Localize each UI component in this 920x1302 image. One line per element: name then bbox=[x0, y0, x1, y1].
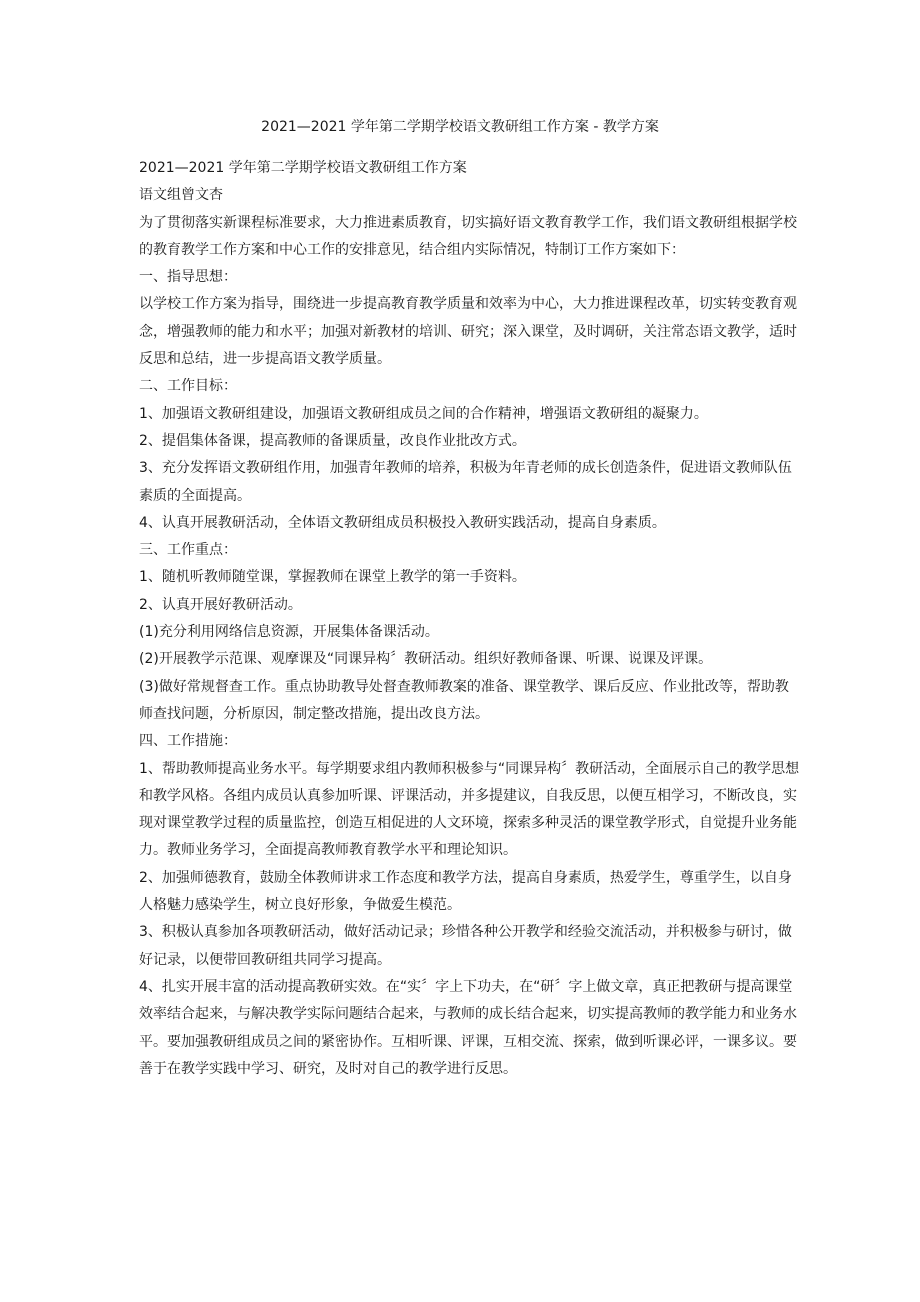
author-line: 语文组曾文杏 bbox=[139, 187, 223, 204]
measure-item: 1、帮助教师提高业务水平。每学期要求组内教师积极参与“同课异构〞教研活动，全面展示自己的教学思想和教学风格。各组内成员认真参加听课、评课活动，并多提建议，自我反思，以便互相学习，不断改良，实现对课堂教学过程的质量监控，创造互相促进的人文环境，探索多种灵活的课堂教学形式，自觉提升业务能力。教师业务学习，全面提高教师教育教学水平和理论知识。 bbox=[139, 760, 800, 859]
measure-item: 4、扎实开展丰富的活动提高教研实效。在“实〞字上下功夫，在“研〞字上做文章，真正把教研与提高课堂效率结合起来，与解决教学实际问题结合起来，与教师的成长结合起来，切实提高教师的教学能力和业务水平。要加强教研组成员之间的紧密协作。互相听课、评课，互相交流、探索，做到听课必评，一课多议。要善于在教学实践中学习、研究，及时对自己的教学进行反思。 bbox=[139, 978, 797, 1077]
section-heading-guiding-thought: 一、指导思想： bbox=[139, 269, 237, 286]
focus-subitem: (2)开展教学示范课、观摩课及“同课异构〞教研活动。组织好教师备课、听课、说课及评课。 bbox=[139, 651, 713, 668]
section-heading-work-focus: 三、工作重点： bbox=[139, 542, 237, 559]
plan-title: 2021—2021 学年第二学期学校语文教研组工作方案 bbox=[139, 160, 467, 176]
document-title: 2021—2021 学年第二学期学校语文教研组工作方案 - 教学方案 bbox=[261, 119, 659, 135]
document-body bbox=[139, 155, 801, 1083]
section-heading-work-goals: 二、工作目标： bbox=[139, 378, 237, 395]
goal-item: 2、提倡集体备课，提高教师的备课质量，改良作业批改方式。 bbox=[139, 432, 526, 449]
goal-item: 4、认真开展教研活动，全体语文教研组成员积极投入教研实践活动，提高自身素质。 bbox=[139, 514, 666, 531]
focus-subitem: (1)充分利用网络信息资源，开展集体备课活动。 bbox=[139, 624, 439, 641]
measure-item: 3、积极认真参加各项教研活动，做好活动记录；珍惜各种公开教学和经验交流活动，并积极参与研讨，做好记录，以便带回教研组共同学习提高。 bbox=[139, 924, 792, 968]
measure-item: 2、加强师德教育，鼓励全体教师讲求工作态度和教学方法，提高自身素质，热爱学生，尊重学生，以自身人格魅力感染学生，树立良好形象，争做爱生模范。 bbox=[139, 869, 792, 914]
focus-item: 1、随机听教师随堂课，掌握教师在课堂上教学的第一手资料。 bbox=[139, 569, 526, 586]
goal-item: 3、充分发挥语文教研组作用，加强青年教师的培养，积极为年青老师的成长创造条件，促进语文教师队伍素质的全面提高。 bbox=[139, 460, 792, 504]
goal-item: 1、加强语文教研组建设，加强语文教研组成员之间的合作精神，增强语文教研组的凝聚力。 bbox=[139, 405, 708, 422]
guiding-thought-paragraph: 以学校工作方案为指导，围绕进一步提高教育教学质量和效率为中心，大力推进课程改革，切实转变教育观念，增强教师的能力和水平；加强对新教材的培训、研究；深入课堂，及时调研，关注常态语文教学，适时反思和总结，进一步提高语文教学质量。 bbox=[139, 296, 797, 368]
focus-item: 2、认真开展好教研活动。 bbox=[139, 596, 302, 613]
focus-subitem: (3)做好常规督查工作。重点协助教导处督查教师教案的准备、课堂教学、课后反应、作业批改等，帮助教师查找问题，分析原因，制定整改措施，提出改良方法。 bbox=[139, 678, 789, 722]
section-heading-work-measures: 四、工作措施： bbox=[139, 733, 237, 750]
intro-paragraph: 为了贯彻落实新课程标准要求，大力推进素质教育，切实搞好语文教育教学工作，我们语文教研组根据学校的教育教学工作方案和中心工作的安排意见，结合组内实际情况，特制订工作方案如下： bbox=[139, 214, 797, 258]
